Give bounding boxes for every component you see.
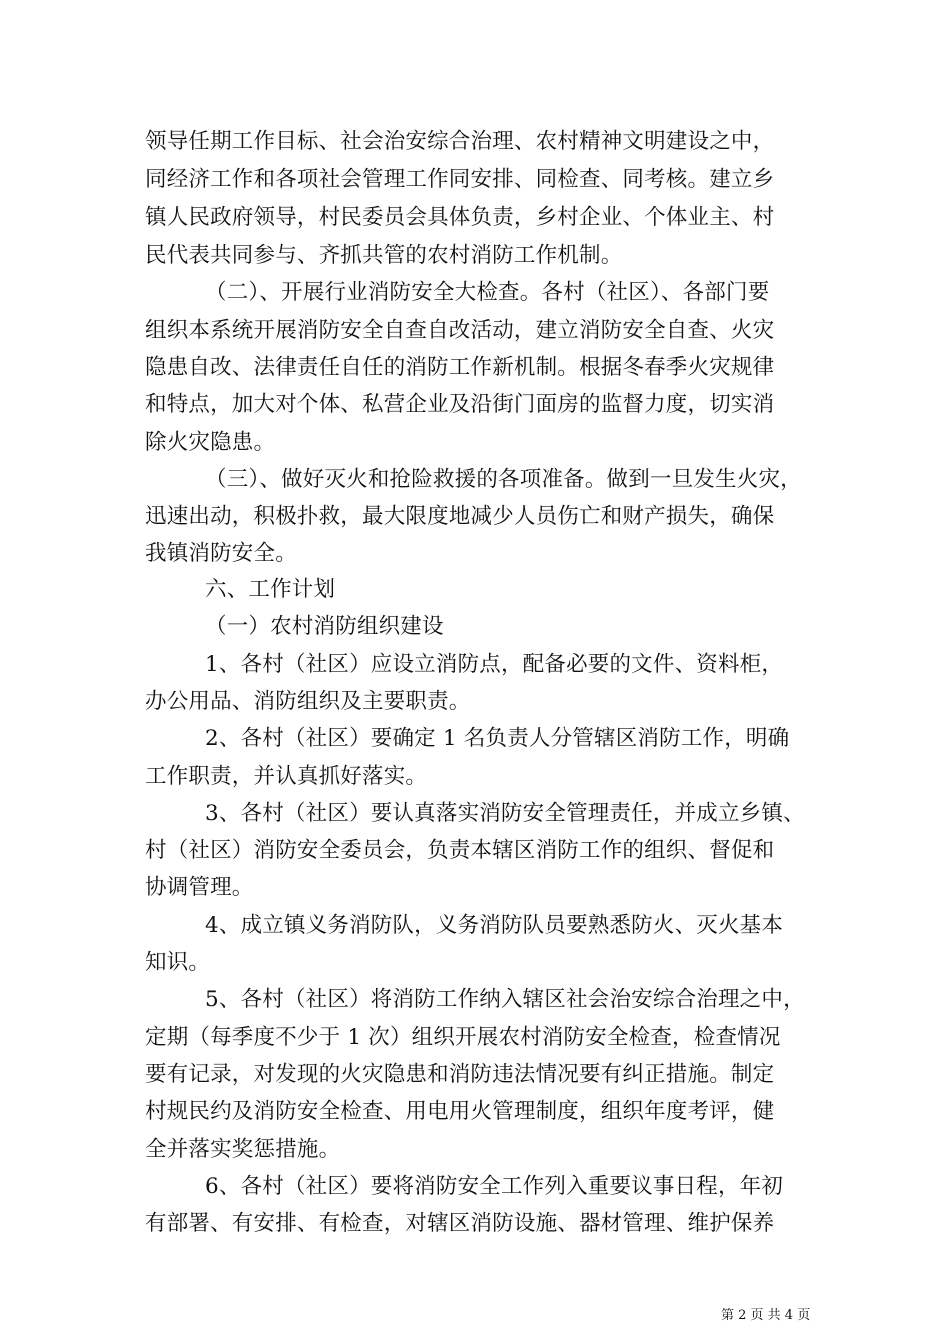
- text-line: 我镇消防安全。: [145, 541, 297, 566]
- text-line: 3、各村（社区）要认真落实消防安全管理责任，并成立乡镇、: [205, 801, 805, 826]
- text-line: （二）、开展行业消防安全大检查。各村（社区）、各部门要: [205, 280, 770, 305]
- text-line: 民代表共同参与、齐抓共管的农村消防工作机制。: [145, 243, 623, 268]
- text-line: 办公用品、消防组织及主要职责。: [145, 689, 471, 714]
- text-line: 4、成立镇义务消防队，义务消防队员要熟悉防火、灭火基本: [205, 913, 784, 938]
- text-line: 有部署、有安排、有检查，对辖区消防设施、器材管理、维护保养: [145, 1211, 775, 1236]
- text-line: 除火灾隐患。: [145, 430, 276, 455]
- text-line: 和特点，加大对个体、私营企业及沿街门面房的监督力度，切实消: [145, 392, 775, 417]
- text-line: 同经济工作和各项社会管理工作同安排、同检查、同考核。建立乡: [145, 167, 775, 192]
- page-number-footer: 第 2 页 共 4 页: [721, 1308, 811, 1323]
- text-line: 6、各村（社区）要将消防安全工作列入重要议事日程，年初: [205, 1174, 784, 1199]
- text-line: 1、各村（社区）应设立消防点，配备必要的文件、资料柜，: [205, 652, 784, 677]
- text-line: 全并落实奖惩措施。: [145, 1137, 341, 1162]
- text-line: 领导任期工作目标、社会治安综合治理、农村精神文明建设之中，: [145, 129, 775, 154]
- text-line: 隐患自改、法律责任自任的消防工作新机制。根据冬春季火灾规律: [145, 355, 775, 380]
- text-line: 2、各村（社区）要确定 1 名负责人分管辖区消防工作，明确: [205, 726, 790, 751]
- text-line: 工作职责，并认真抓好落实。: [145, 764, 428, 789]
- text-line: 组织本系统开展消防安全自查自改活动，建立消防安全自查、火灾: [145, 318, 775, 343]
- text-line: （三）、做好灭火和抢险救援的各项准备。做到一旦发生火灾，: [205, 467, 802, 492]
- text-line: 定期（每季度不少于 1 次）组织开展农村消防安全检查，检查情况: [145, 1025, 781, 1050]
- text-line: 迅速出动，积极扑救，最大限度地减少人员伤亡和财产损失，确保: [145, 504, 775, 529]
- text-line: 协调管理。: [145, 875, 254, 900]
- text-line: 村规民约及消防安全检查、用电用火管理制度，组织年度考评，健: [145, 1099, 775, 1124]
- text-line: 村（社区）消防安全委员会，负责本辖区消防工作的组织、督促和: [145, 838, 775, 863]
- text-line: 镇人民政府领导，村民委员会具体负责，乡村企业、个体业主、村: [145, 205, 775, 230]
- text-line: 要有记录，对发现的火灾隐患和消防违法情况要有纠正措施。制定: [145, 1062, 775, 1087]
- text-line: 5、各村（社区）将消防工作纳入辖区社会治安综合治理之中，: [205, 987, 805, 1012]
- text-line: 知识。: [145, 950, 211, 975]
- section-heading: 六、工作计划: [205, 577, 336, 602]
- subsection-heading: （一）农村消防组织建设: [205, 614, 444, 639]
